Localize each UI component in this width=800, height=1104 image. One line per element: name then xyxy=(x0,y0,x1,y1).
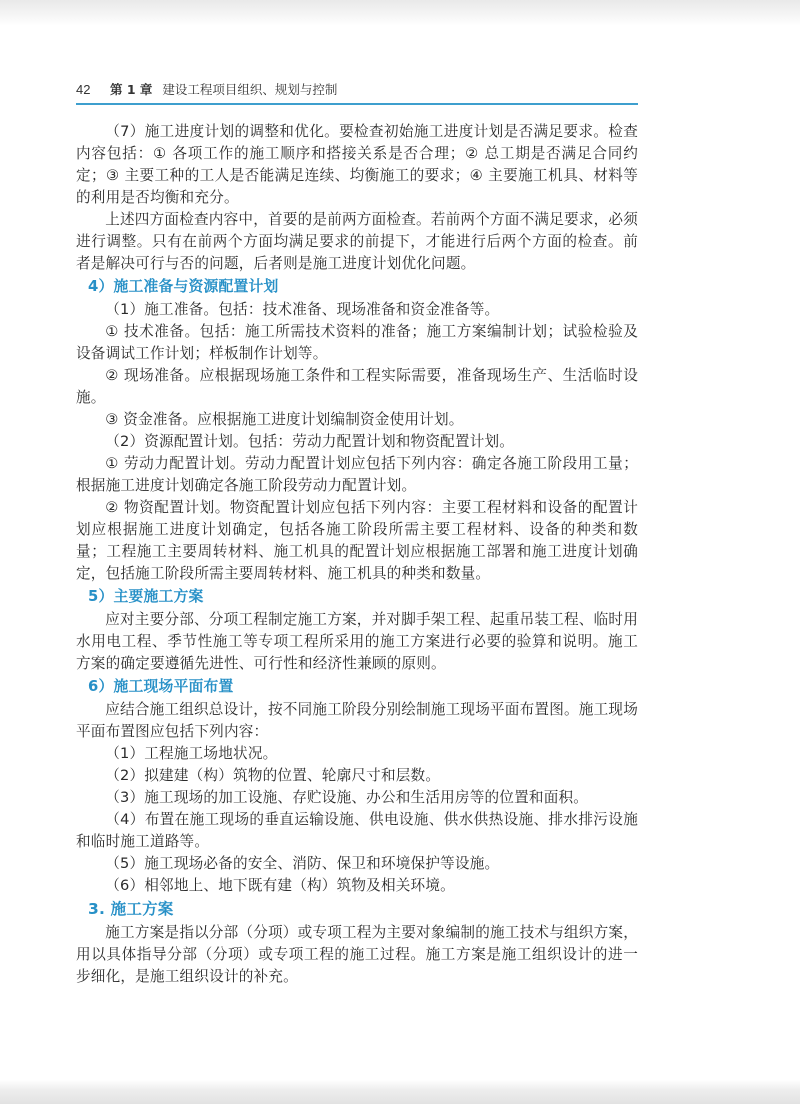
body-text xyxy=(76,121,638,988)
list-item: （5）施工现场必备的安全、消防、保卫和环境保护等设施。 xyxy=(105,855,500,872)
list-item: （2）拟建建（构）筑物的位置、轮廓尺寸和层数。 xyxy=(105,767,441,784)
paragraph-preparation: （1）施工准备。包括：技术准备、现场准备和资金准备等。 xyxy=(105,301,500,318)
section-heading-main-scheme: 5）主要施工方案 xyxy=(88,588,204,605)
list-item: （4）布置在施工现场的垂直运输设施、供电设施、供水供热设施、排水排污设施和临时施工道路等。 xyxy=(76,811,638,850)
paragraph-schedule-adjustment: （7）施工进度计划的调整和优化。要检查初始施工进度计划是否满足要求。检查内容包括：① 各项工作的施工顺序和搭接关系是否合理；② 总工期是否满足合同约定；③ 主要工种的工人是否能满足连续、均衡施工的要求；④ 主要施工机具、材料等的利用是否均衡和充分。 xyxy=(76,123,638,206)
scan-bottom-shadow xyxy=(0,1080,800,1104)
paragraph-site-layout-intro: 应结合施工组织总设计，按不同施工阶段分别绘制施工现场平面布置图。施工现场平面布置图应包括下列内容： xyxy=(76,701,638,740)
section-heading-construction-scheme: 3. 施工方案 xyxy=(88,900,174,918)
running-header xyxy=(76,80,638,100)
paragraph-fund-preparation: ③ 资金准备。应根据施工进度计划编制资金使用计划。 xyxy=(105,411,464,428)
paragraph-site-preparation: ② 现场准备。应根据现场施工条件和工程实际需要，准备现场生产、生活临时设施。 xyxy=(76,367,638,406)
paragraph-main-scheme: 应对主要分部、分项工程制定施工方案，并对脚手架工程、起重吊装工程、临时用水用电工程、季节性施工等专项工程所采用的施工方案进行必要的验算和说明。施工方案的确定要遵循先进性、可行性和经济性兼顾的原则。 xyxy=(76,611,638,672)
paragraph-technical-preparation: ① 技术准备。包括：施工所需技术资料的准备；施工方案编制计划；试验检验及设备调试工作计划；样板制作计划等。 xyxy=(76,323,638,362)
book-page xyxy=(76,80,638,988)
paragraph-material-plan: ② 物资配置计划。物资配置计划应包括下列内容：主要工程材料和设备的配置计划应根据施工进度计划确定，包括各施工阶段所需主要工程材料、设备的种类和数量；工程施工主要周转材料、施工机具的配置计划应根据施工部署和施工进度计划确定，包括施工阶段所需主要周转材料、施工机具的种类和数量。 xyxy=(76,499,638,582)
page-number: 42 xyxy=(76,82,91,97)
scan-top-shadow xyxy=(0,0,800,26)
paragraph-construction-scheme: 施工方案是指以分部（分项）或专项工程为主要对象编制的施工技术与组织方案，用以具体指导分部（分项）或专项工程的施工过程。施工方案是施工组织设计的进一步细化，是施工组织设计的补充。 xyxy=(76,924,638,985)
list-item: （6）相邻地上、地下既有建（构）筑物及相关环境。 xyxy=(105,877,455,894)
chapter-title: 建设工程项目组织、规划与控制 xyxy=(162,82,338,97)
paragraph-resource-plan: （2）资源配置计划。包括：劳动力配置计划和物资配置计划。 xyxy=(105,433,515,450)
section-heading-site-layout: 6）施工现场平面布置 xyxy=(88,678,234,695)
paragraph-labor-plan: ① 劳动力配置计划。劳动力配置计划应包括下列内容：确定各施工阶段用工量；根据施工进度计划确定各施工阶段劳动力配置计划。 xyxy=(76,455,638,494)
list-item: （3）施工现场的加工设施、存贮设施、办公和生活用房等的位置和面积。 xyxy=(105,789,589,806)
paragraph-check-priority: 上述四方面检查内容中，首要的是前两方面检查。若前两个方面不满足要求，必须进行调整。只有在前两个方面均满足要求的前提下，才能进行后两个方面的检查。前者是解决可行与否的问题，后者则是施工进度计划优化问题。 xyxy=(76,211,638,272)
chapter-label: 第 1 章 xyxy=(110,82,153,97)
section-heading-preparation: 4）施工准备与资源配置计划 xyxy=(88,278,279,295)
header-rule xyxy=(76,103,638,105)
list-item: （1）工程施工场地状况。 xyxy=(105,745,278,762)
